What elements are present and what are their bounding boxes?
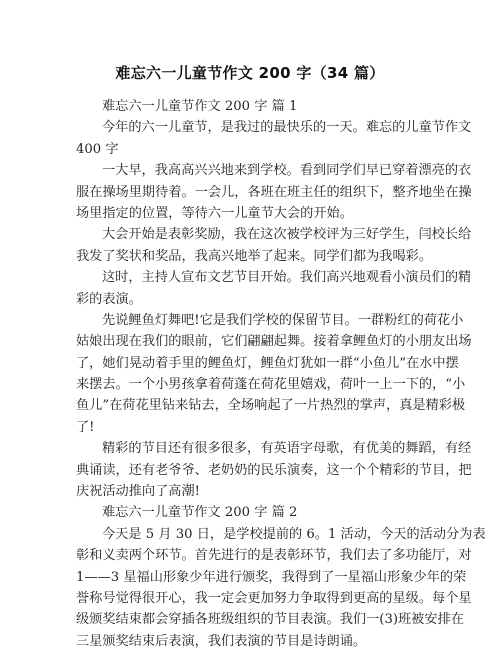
document-body: [76, 96, 486, 652]
section-heading: 难忘六一儿童节作文 200 字 篇 2: [102, 505, 298, 521]
text-line: 彰和义卖两个环节。首先进行的是表彰环节，我们去了多功能厅，对: [76, 548, 472, 564]
text-line: 精彩的节目还有很多很多，有英语字母歌，有优美的舞蹈，有经: [102, 441, 472, 457]
text-line: 誉称号觉得很开心，我一定会更加努力争取得到更高的星级。每个星: [76, 590, 472, 606]
text-line: 1——3 星福山形象少年进行颁奖，我得到了一星福山形象少年的荣: [76, 569, 467, 585]
text-line: 这时，主持人宣布文艺节目开始。我们高兴地观看小演员们的精: [102, 270, 472, 286]
text-line: 了，她们晃动着手里的鲤鱼灯，鲤鱼灯犹如一群“小鱼儿”在水中摆: [76, 355, 459, 371]
document-title: 难忘六一儿童节作文 200 字（34 篇）: [115, 64, 385, 82]
section-heading: 难忘六一儿童节作文 200 字 篇 1: [102, 99, 298, 114]
text-line: 场里指定的位置，等待六一儿童节大会的开始。: [76, 205, 353, 221]
text-line: 三星颁奖结束后表演，我们表演的节目是诗朗诵。: [76, 633, 367, 649]
text-line: 庆祝活动推向了高潮!: [76, 484, 200, 500]
text-line: 了!: [76, 419, 95, 435]
text-line: 彩的表演。: [76, 291, 142, 307]
text-line: 姑娘出现在我们的眼前，它们翩翩起舞。接着拿鲤鱼灯的小朋友出场: [76, 334, 472, 350]
text-line: 级颁奖结束都会穿插各班级组织的节目表演。我们一(3)班被安排在: [76, 612, 464, 628]
text-line: 服在操场里期待着。一会儿，各班在班主任的组织下，整齐地坐在操: [76, 184, 472, 200]
text-line: 典诵读，还有老爷爷、老奶奶的民乐演奏，这一个个精彩的节目，把: [76, 462, 472, 478]
text-line: 一大早，我高高兴兴地来到学校。看到同学们早已穿着漂亮的衣: [102, 163, 472, 179]
text-line: 400 字: [76, 141, 119, 157]
text-line: 大会开始是表彰奖励，我在这次被学校评为三好学生，闫校长给: [102, 227, 472, 243]
text-line: 今天是 5 月 30 日，是学校提前的 6。1 活动，今天的活动分为表: [102, 526, 486, 542]
text-line: 来摆去。一个小男孩拿着荷蓬在荷花里嬉戏，荷叶一上一下的，“小: [76, 377, 466, 393]
text-line: 今年的六一儿童节，是我过的最快乐的一天。难忘的儿童节作文: [102, 120, 472, 136]
text-line: 我发了奖状和奖品，我高兴地举了起来。同学们都为我喝彩。: [76, 248, 433, 264]
text-line: 鱼儿”在荷花里钻来钻去，全场响起了一片热烈的掌声，真是精彩极: [76, 398, 466, 414]
text-line: 先说鲤鱼灯舞吧!它是我们学校的保留节目。一群粉红的荷花小: [102, 312, 464, 328]
